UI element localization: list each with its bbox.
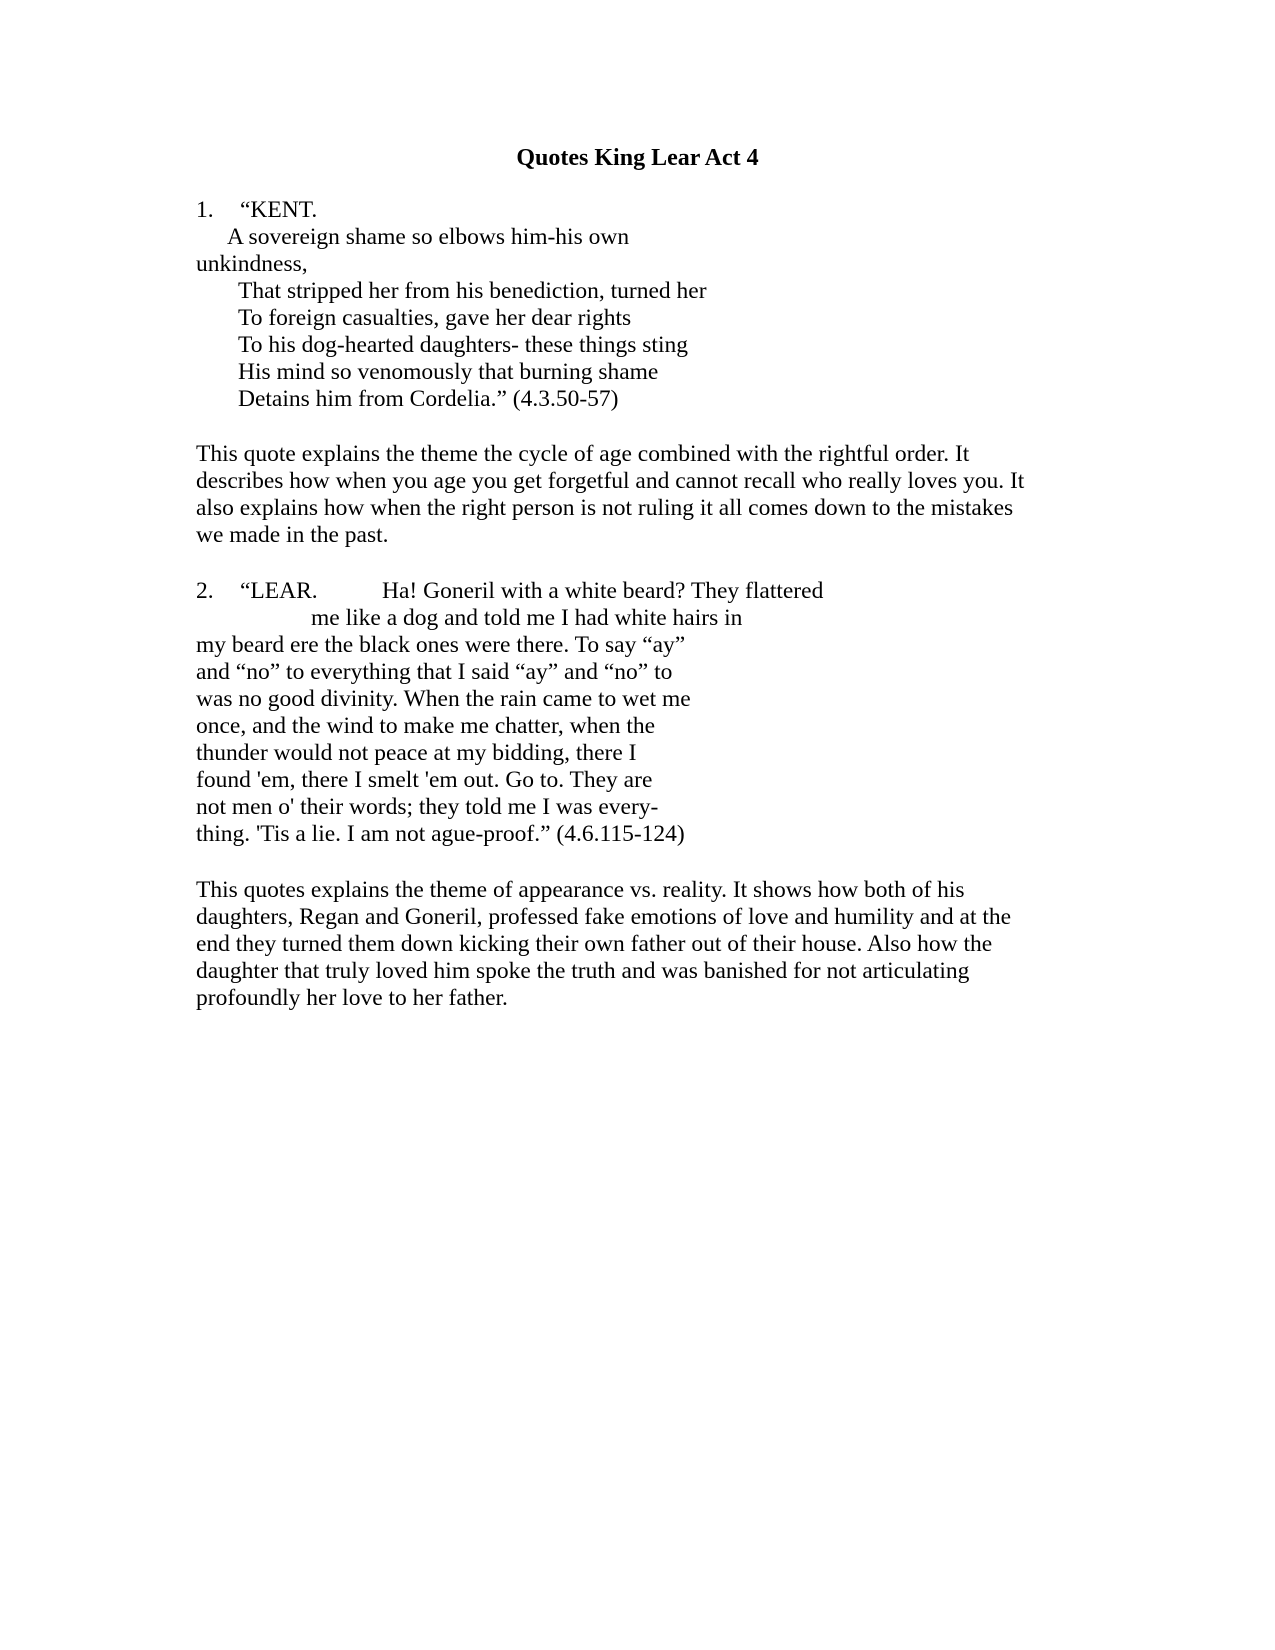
quote-1-line: That stripped her from his benediction, turned her bbox=[238, 278, 707, 304]
quote-1-speaker: “KENT. bbox=[240, 197, 318, 223]
quote-2-speaker: “LEAR. bbox=[240, 578, 318, 604]
quote-2-line: not men o' their words; they told me I was every- bbox=[196, 794, 659, 820]
explanation-1-line: This quote explains the theme the cycle of age combined with the rightful order. It bbox=[196, 441, 970, 467]
quote-2-line: was no good divinity. When the rain came to wet me bbox=[196, 686, 691, 712]
quote-1-line: To foreign casualties, gave her dear rights bbox=[238, 305, 632, 331]
explanation-2-line: end they turned them down kicking their own father out of their house. Also how the bbox=[196, 931, 993, 957]
quote-2-number: 2. bbox=[196, 578, 214, 604]
quote-2-line: thing. 'Tis a lie. I am not ague-proof.” (4.6.115-124) bbox=[196, 821, 685, 847]
quote-1-number: 1. bbox=[196, 197, 214, 223]
page-title: Quotes King Lear Act 4 bbox=[516, 145, 759, 171]
explanation-1-line: describes how when you age you get forgetful and cannot recall who really loves you. It bbox=[196, 468, 1025, 494]
explanation-2-line: daughter that truly loved him spoke the truth and was banished for not articulating bbox=[196, 958, 970, 984]
explanation-1-line: we made in the past. bbox=[196, 522, 389, 548]
quote-1-line: A sovereign shame so elbows him-his own bbox=[227, 224, 630, 250]
quote-2-line: my beard ere the black ones were there. To say “ay” bbox=[196, 632, 686, 658]
explanation-2-line: daughters, Regan and Goneril, professed fake emotions of love and humility and at the bbox=[196, 904, 1012, 930]
quote-2-line: and “no” to everything that I said “ay” and “no” to bbox=[196, 659, 673, 685]
quote-2-line: Ha! Goneril with a white beard? They flattered bbox=[382, 578, 824, 604]
explanation-2-line: profoundly her love to her father. bbox=[196, 985, 508, 1011]
explanation-2-line: This quotes explains the theme of appearance vs. reality. It shows how both of his bbox=[196, 877, 965, 903]
quote-2-line: thunder would not peace at my bidding, there I bbox=[196, 740, 637, 766]
quote-2-line: found 'em, there I smelt 'em out. Go to. They are bbox=[196, 767, 653, 793]
quote-1-line: unkindness, bbox=[196, 251, 308, 277]
quote-1-line: His mind so venomously that burning shame bbox=[238, 359, 659, 385]
quote-2-line: once, and the wind to make me chatter, when the bbox=[196, 713, 656, 739]
explanation-1-line: also explains how when the right person is not ruling it all comes down to the mistakes bbox=[196, 495, 1014, 521]
quote-1-line: Detains him from Cordelia.” (4.3.50-57) bbox=[238, 386, 619, 412]
quote-2-line: me like a dog and told me I had white hairs in bbox=[311, 605, 743, 631]
quote-1-line: To his dog-hearted daughters- these things sting bbox=[238, 332, 688, 358]
